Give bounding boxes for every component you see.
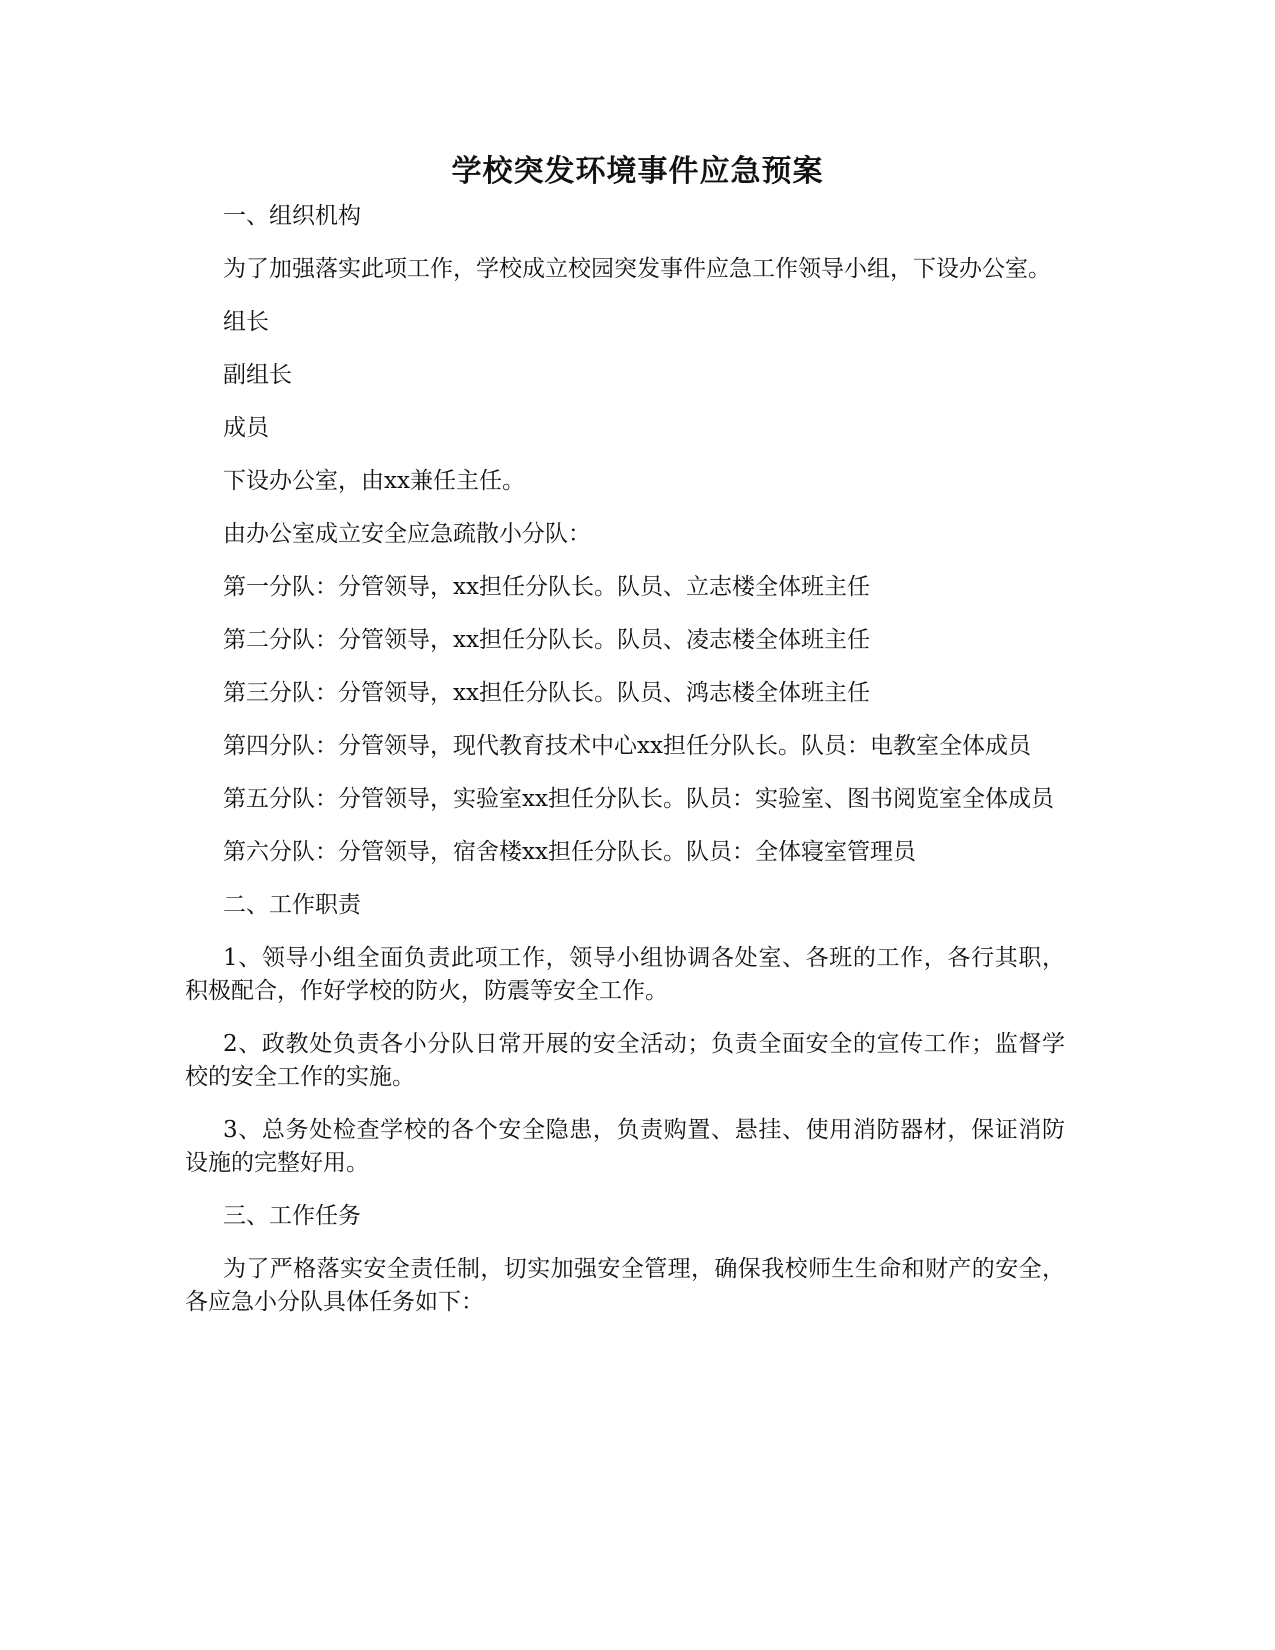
duty-3: 3、总务处检查学校的各个安全隐患，负责购置、悬挂、使用消防器材，保证消防设施的完整好用。: [185, 1117, 1065, 1176]
role-deputy-leader: 副组长: [223, 362, 292, 388]
section-heading-tasks: 三、工作任务: [223, 1203, 361, 1229]
team-4: 第四分队：分管领导，现代教育技术中心xx担任分队长。队员：电教室全体成员: [223, 733, 1031, 759]
section-heading-duties: 二、工作职责: [223, 892, 361, 918]
role-members: 成员: [223, 415, 269, 441]
team-5: 第五分队：分管领导，实验室xx担任分队长。队员：实验室、图书阅览室全体成员: [223, 786, 1054, 812]
team-1: 第一分队：分管领导，xx担任分队长。队员、立志楼全体班主任: [223, 574, 870, 600]
section-heading-organization: 一、组织机构: [223, 203, 361, 229]
team-6: 第六分队：分管领导，宿舍楼xx担任分队长。队员：全体寝室管理员: [223, 839, 916, 865]
document-title: 学校突发环境事件应急预案: [451, 154, 824, 189]
duty-1: 1、领导小组全面负责此项工作，领导小组协调各处室、各班的工作，各行其职，积极配合，作好学校的防火，防震等安全工作。: [185, 945, 1065, 1004]
role-group-leader: 组长: [223, 309, 269, 335]
team-3: 第三分队：分管领导，xx担任分队长。队员、鸿志楼全体班主任: [223, 680, 870, 706]
team-2: 第二分队：分管领导，xx担任分队长。队员、凌志楼全体班主任: [223, 627, 870, 653]
paragraph-tasks-intro: 为了严格落实安全责任制，切实加强安全管理，确保我校师生生命和财产的安全，各应急小分队具体任务如下：: [185, 1256, 1065, 1315]
document-body: [185, 200, 1065, 1339]
paragraph-evacuation-teams: 由办公室成立安全应急疏散小分队：: [223, 521, 591, 547]
duty-2: 2、政教处负责各小分队日常开展的安全活动；负责全面安全的宣传工作；监督学校的安全工作的实施。: [185, 1031, 1065, 1090]
paragraph-office-director: 下设办公室，由xx兼任主任。: [223, 468, 525, 494]
paragraph-leadership-group: 为了加强落实此项工作，学校成立校园突发事件应急工作领导小组，下设办公室。: [223, 256, 1051, 282]
